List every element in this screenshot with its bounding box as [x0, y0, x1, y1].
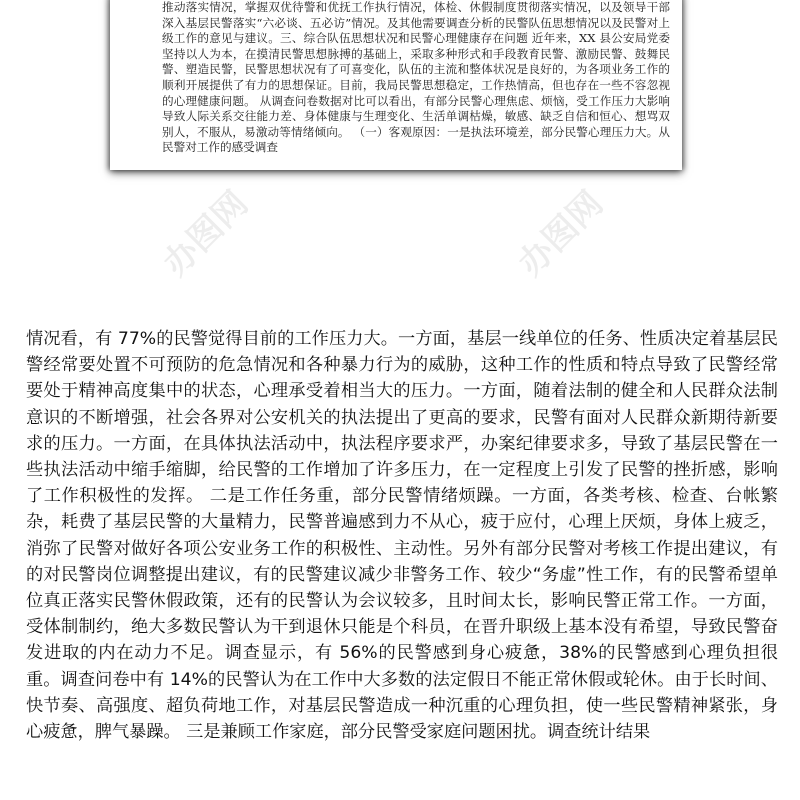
preview-area — [0, 0, 800, 300]
watermark-text: 办图网 — [155, 183, 257, 284]
watermark-text: 办图网 — [510, 183, 612, 284]
body-paragraph: 情况看，有 77%的民警觉得目前的工作压力大。一方面，基层一线单位的任务、性质决定着基层民警经常要处置不可预防的危急情况和各种暴力行为的威胁，这种工作的性质和特点导致了民警经常要处于精神高度集中的状态，心理承受着相当大的压力。一方面，随着法制的健全和人民群众法制意识的不断增强，社会各界对公安机关的执法提出了更高的要求，民警有面对人民群众新期待新要求的压力。一方面，在具体执法活动中，执法程序要求严，办案纪律要求多，导致了基层民警在一些执法活动中缩手缩脚，给民警的工作增加了许多压力，在一定程度上引发了民警的挫折感，影响了工作积极性的发挥。 二是工作任务重，部分民警情绪烦躁。一方面，各类考核、检查、台帐繁杂，耗费了基层民警的大量精力，民警普遍感到力不从心，疲于应付，心理上厌烦，身体上疲乏，消弥了民警对做好各项公安业务工作的积极性、主动性。另外有部分民警对考核工作提出建议，有的对民警岗位调整提出建议，有的民警建议减少非警务工作、较少“务虚”性工作，有的民警希望单位真正落实民警休假政策，还有的民警认为会议较多，且时间太长，影响民警正常工作。一方面，受体制制约，绝大多数民警认为干到退休只能是个科员，在晋升职级上基本没有希望，导致民警奋发进取的内在动力不足。调查显示，有 56%的民警感到身心疲惫，38%的民警感到心理负担很重。调查问卷中有 14%的民警认为在工作中大多数的法定假日不能正常休假或轮休。由于长时间、快节奏、高强度、超负荷地工作，对基层民警造成一种沉重的心理负担，使一些民警精神紧张，身心疲惫，脾气暴躁。 三是兼顾工作家庭，部分民警受家庭问题困扰。调查统计结果 — [26, 329, 778, 743]
preview-paragraph: 推动落实情况，掌握双优待警和优抚工作执行情况，体检、休假制度贯彻落实情况，以及领导干部深入基层民警落实“六必谈、五必访”情况。及其他需要调查分析的民警队伍思想情况以及民警对上级工作的意见与建议。三、综合队伍思想状况和民警心理健康存在问题 近年来，XX 县公安局党委坚持以人为本，在摸清民警思想脉搏的基础上，采取多种形式和手段教育民警、激励民警、鼓舞民警、塑造民警，民警思想状况有了可喜变化，队伍的主流和整体状况是良好的，为各项业务工作的顺利开展提供了有力的思想保证。目前，我局民警思想稳定，工作热情高，但也存在一些不容忽视的心理健康问题。 从调查问卷数据对比可以看出，有部分民警心理焦虑、烦恼，受工作压力大影响导致人际关系交往能力差、身体健康与生理变化、生活单调枯燥，敏感、缺乏自信和恒心、想骂双别人，不服从，易激动等情绪倾向。 （一）客观原因：一是执法环境差，部分民警心理压力大。从民警对工作的感受调查 — [162, 0, 670, 155]
document-preview-card — [110, 0, 682, 170]
